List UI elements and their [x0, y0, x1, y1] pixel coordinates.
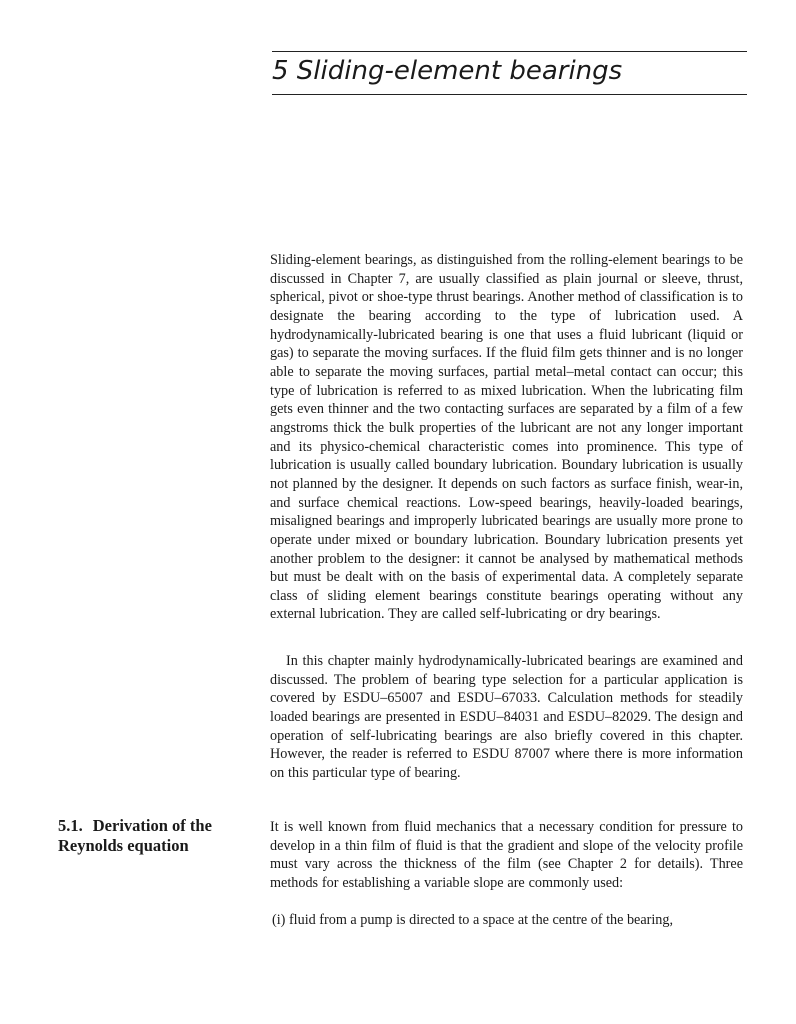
- section-paragraph: It is well known from fluid mechanics that a necessary condition for pressure to develop in a thin film of fluid is that the gradient and slope of the velocity profile must vary across the thickness of the film (see Chapter 2 for details). Three methods for establishing a variable slope are commonly used:: [270, 819, 743, 891]
- header-top-rule: [272, 51, 747, 52]
- section-number: 5.1.: [58, 816, 83, 835]
- chapter-scope-paragraph: In this chapter mainly hydrodynamically-lubricated bearings are examined and discussed. The problem of bearing type selection for a particular application is covered by ESDU–65007 and ESDU–67033. Calculation methods for steadily loaded bearings are presented in ESDU–84031 and ESDU–82029. The design and operation of self-lubricating bearings are also briefly covered in this chapter. However, the reader is referred to ESDU 87007 where there is more information on this particular type of bearing.: [270, 653, 743, 781]
- intro-paragraph: Sliding-element bearings, as distinguished from the rolling-element bearings to be discussed in Chapter 7, are usually classified as plain journal or sleeve, thrust, spherical, pivot or shoe-type thrust bearings. Another method of classification is to designate the bearing according to the type of lubrication used. A hydrodynamically-lubricated bearing is one that uses a fluid lubricant (liquid or gas) to separate the moving surfaces. If the fluid film gets thinner and is no longer able to separate the moving surfaces, partial metal–metal contact can occur; this type of lubrication is referred to as mixed lubrication. When the lubricating film gets even thinner and the two contacting surfaces are separated by a film of a few angstroms thick the bulk properties of the lubricant are not any longer important and its physico-chemical characteristic comes into prominence. This type of lubrication is usually called boundary lubrication. Boundary lubrication is usually not planned by the designer. It depends on such factors as surface finish, wear-in, and surface chemical reactions. Low-speed bearings, heavily-loaded bearings, misaligned bearings and improperly lubricated bearings are usually more prone to operate under mixed or boundary lubrication. Boundary lubrication presents yet another problem to the designer: it cannot be analysed by mathematical methods but must be dealt with on the basis of experimental data. A completely separate class of sliding element bearings constitute bearings operating without any external lubrication. They are called self-lubricating or dry bearings.: [270, 252, 743, 623]
- list-item: (i) fluid from a pump is directed to a space at the centre of the bearing,: [272, 912, 674, 928]
- section-title: Derivation of the Reynolds equation: [58, 816, 212, 855]
- section-heading: [58, 816, 258, 856]
- chapter-title: 5 Sliding-element bearings: [272, 56, 623, 86]
- header-bottom-rule: [272, 94, 747, 95]
